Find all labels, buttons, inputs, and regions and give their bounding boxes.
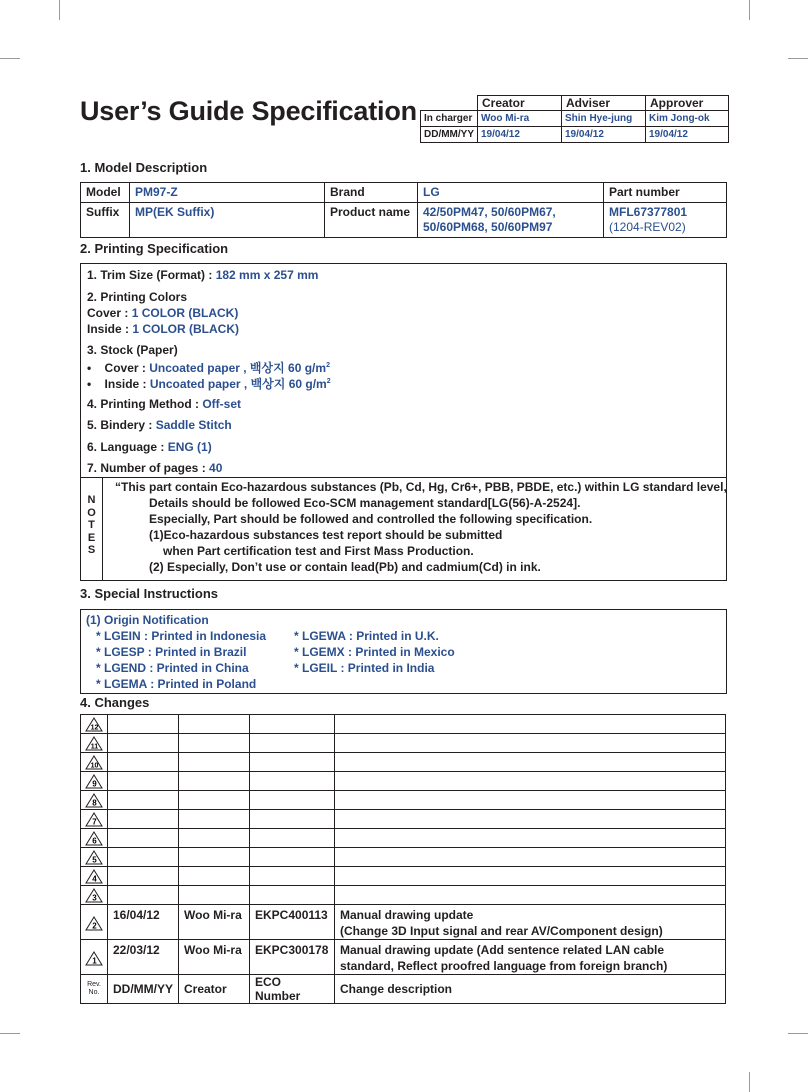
revision-triangle-icon xyxy=(85,717,103,732)
bindery-line xyxy=(87,418,232,432)
eco-cell xyxy=(250,791,335,810)
desc-cell xyxy=(335,810,726,829)
special-instructions-box xyxy=(80,609,727,694)
stock-cover-label: Cover : xyxy=(104,361,150,375)
desc-cell xyxy=(335,905,726,940)
desc-cell xyxy=(335,791,726,810)
model-value: PM97-Z xyxy=(130,183,325,203)
notes-letter: O xyxy=(87,506,96,519)
date-cell xyxy=(108,848,179,867)
trim-size-line xyxy=(87,268,318,282)
printing-colors-label: 2. Printing Colors xyxy=(87,290,188,304)
stock-label: 3. Stock (Paper) xyxy=(87,343,178,357)
trim-size-label: 1. Trim Size (Format) : xyxy=(87,268,216,282)
revision-triangle-icon xyxy=(85,850,103,865)
table-row xyxy=(81,886,726,905)
creator-cell xyxy=(179,829,250,848)
date-cell xyxy=(108,715,179,734)
rev-cell xyxy=(81,940,108,975)
desc-cell xyxy=(335,772,726,791)
product-line: 50/60PM68, 50/60PM97 xyxy=(423,220,553,234)
suffix-value: MP(EK Suffix) xyxy=(130,203,325,238)
table-header-row xyxy=(81,975,726,1004)
notes-letter: N xyxy=(87,494,96,506)
date-cell: 22/03/12 xyxy=(108,940,179,975)
revision-number: 3 xyxy=(92,893,97,902)
table-row xyxy=(81,772,726,791)
creator-header: Creator xyxy=(478,96,562,111)
eco-cell xyxy=(250,886,335,905)
eco-cell xyxy=(250,715,335,734)
date-cell xyxy=(108,810,179,829)
pages-value: 40 xyxy=(209,461,223,475)
creator-cell: Woo Mi-ra xyxy=(179,940,250,975)
eco-header: ECO Number xyxy=(250,975,335,1004)
approver-header: Approver xyxy=(646,96,729,111)
desc-line: standard, Reflect proofred language from foreign branch) xyxy=(340,959,668,973)
revision-triangle-icon xyxy=(85,831,103,846)
section-heading-printing: 2. Printing Specification xyxy=(80,241,229,256)
approval-table xyxy=(420,95,729,143)
crop-mark xyxy=(749,1072,750,1092)
suffix-label: Suffix xyxy=(81,203,130,238)
crop-mark xyxy=(749,0,750,20)
page-title: User’s Guide Specification xyxy=(80,96,417,126)
rev-cell xyxy=(81,848,108,867)
desc-line: Manual drawing update (Add sentence related LAN cable xyxy=(340,943,665,957)
revision-triangle-icon xyxy=(85,755,103,770)
table-row xyxy=(81,734,726,753)
revision-number: 1 xyxy=(92,956,97,965)
table-row xyxy=(81,829,726,848)
revision-number: 12 xyxy=(90,724,99,731)
inside-value: 1 COLOR (BLACK) xyxy=(132,322,240,336)
printing-method-line xyxy=(87,397,241,411)
table-row xyxy=(81,715,726,734)
revision-number: 9 xyxy=(92,779,97,788)
printing-spec-box xyxy=(80,263,727,581)
inside-label: Inside : xyxy=(87,322,133,336)
rev-cell xyxy=(81,791,108,810)
date-header: DD/MM/YY xyxy=(108,975,179,1004)
eco-cell: EKPC300178 xyxy=(250,940,335,975)
table-row xyxy=(81,810,726,829)
approver-name: Kim Jong-ok xyxy=(646,111,729,127)
crop-mark xyxy=(0,1033,20,1034)
bullet-icon: • xyxy=(87,377,92,391)
rev-cell xyxy=(81,810,108,829)
approver-date: 19/04/12 xyxy=(646,127,729,143)
pages-line xyxy=(87,461,222,475)
in-charger-label: In charger xyxy=(421,111,478,127)
divider xyxy=(81,477,726,478)
rev-cell xyxy=(81,886,108,905)
revision-number: 11 xyxy=(90,743,99,750)
creator-name: Woo Mi-ra xyxy=(478,111,562,127)
creator-cell: Woo Mi-ra xyxy=(179,905,250,940)
origin-item: * LGEMA : Printed in Poland xyxy=(96,677,257,691)
desc-cell xyxy=(335,753,726,772)
part-revision: (1204-REV02) xyxy=(609,220,686,234)
part-number: MFL67377801 xyxy=(609,205,688,219)
rev-cell xyxy=(81,829,108,848)
desc-cell xyxy=(335,886,726,905)
section-heading-special: 3. Special Instructions xyxy=(80,586,218,601)
changes-table xyxy=(80,714,726,1004)
product-line: 42/50PM47, 50/60PM67, xyxy=(423,205,556,219)
inside-color-line xyxy=(87,322,239,336)
rev-cell xyxy=(81,715,108,734)
date-cell xyxy=(108,734,179,753)
product-name-value xyxy=(418,203,604,238)
notes-label xyxy=(81,494,102,557)
revision-number: 4 xyxy=(92,874,97,883)
revision-triangle-icon xyxy=(85,916,103,931)
revision-triangle-icon xyxy=(85,793,103,808)
note-line: Details should be followed Eco-SCM management standard[LG(56)-A-2524]. xyxy=(149,496,581,510)
stock-cover-line xyxy=(87,359,330,376)
origin-title: (1) Origin Notification xyxy=(86,613,209,627)
eco-cell xyxy=(250,867,335,886)
language-value: ENG (1) xyxy=(167,440,212,454)
part-number-label: Part number xyxy=(604,183,727,203)
origin-item: * LGEND : Printed in China xyxy=(96,661,249,675)
bindery-label: 5. Bindery : xyxy=(87,418,156,432)
rev-cell xyxy=(81,905,108,940)
date-label: DD/MM/YY xyxy=(421,127,478,143)
date-cell xyxy=(108,772,179,791)
table-row xyxy=(81,905,726,940)
bullet-icon: • xyxy=(87,361,92,375)
eco-cell xyxy=(250,829,335,848)
table-row xyxy=(81,940,726,975)
notes-letter: E xyxy=(87,531,96,544)
revision-triangle-icon xyxy=(85,736,103,751)
section-heading-model: 1. Model Description xyxy=(80,160,208,175)
revision-number: 6 xyxy=(92,836,97,845)
desc-line: (Change 3D Input signal and rear AV/Component design) xyxy=(340,924,663,938)
desc-header: Change description xyxy=(335,975,726,1004)
desc-cell xyxy=(335,867,726,886)
date-cell xyxy=(108,886,179,905)
superscript: 2 xyxy=(326,362,330,369)
method-label: 4. Printing Method : xyxy=(87,397,203,411)
revision-number: 10 xyxy=(90,762,99,769)
table-row xyxy=(81,848,726,867)
rev-cell xyxy=(81,753,108,772)
notes-letter: S xyxy=(87,544,96,556)
creator-header: Creator xyxy=(179,975,250,1004)
revision-number: 2 xyxy=(92,921,97,930)
crop-mark xyxy=(0,58,20,59)
model-table xyxy=(80,182,727,238)
eco-cell xyxy=(250,810,335,829)
rev-cell xyxy=(81,772,108,791)
notes-letter: T xyxy=(88,519,95,531)
crop-mark xyxy=(788,58,808,59)
crop-mark xyxy=(788,1033,808,1034)
revision-number: 5 xyxy=(92,855,97,864)
origin-item: * LGEWA : Printed in U.K. xyxy=(294,629,439,643)
revision-number: 8 xyxy=(92,798,97,807)
adviser-date: 19/04/12 xyxy=(562,127,646,143)
eco-cell xyxy=(250,848,335,867)
creator-cell xyxy=(179,791,250,810)
adviser-header: Adviser xyxy=(562,96,646,111)
brand-label: Brand xyxy=(325,183,418,203)
creator-cell xyxy=(179,848,250,867)
note-line: (2) Especially, Don’t use or contain lead(Pb) and cadmium(Cd) in ink. xyxy=(149,560,541,574)
date-cell xyxy=(108,791,179,810)
desc-cell xyxy=(335,940,726,975)
bindery-value: Saddle Stitch xyxy=(155,418,232,432)
revision-triangle-icon xyxy=(85,869,103,884)
date-cell: 16/04/12 xyxy=(108,905,179,940)
model-label: Model xyxy=(81,183,130,203)
revision-triangle-icon xyxy=(85,774,103,789)
eco-cell xyxy=(250,772,335,791)
stock-inside-value: Uncoated paper , 백상지 60 g/m xyxy=(149,377,327,391)
origin-item: * LGEIL : Printed in India xyxy=(294,661,435,675)
creator-cell xyxy=(179,867,250,886)
desc-line: Manual drawing update xyxy=(340,908,474,922)
note-line: (1)Eco-hazardous substances test report should be submitted xyxy=(149,528,503,542)
desc-cell xyxy=(335,848,726,867)
creator-cell xyxy=(179,886,250,905)
stock-inside-line xyxy=(87,375,331,392)
language-label: 6. Language : xyxy=(87,440,168,454)
method-value: Off-set xyxy=(202,397,241,411)
creator-cell xyxy=(179,772,250,791)
crop-mark xyxy=(59,0,60,20)
origin-item: * LGEIN : Printed in Indonesia xyxy=(96,629,267,643)
rev-no-label xyxy=(81,975,108,1004)
stock-cover-value: Uncoated paper , 백상지 60 g/m xyxy=(149,361,327,375)
table-row xyxy=(81,867,726,886)
note-line: Especially, Part should be followed and controlled the following specification. xyxy=(149,512,593,526)
desc-cell xyxy=(335,715,726,734)
table-row xyxy=(81,791,726,810)
rev-label: Rev. xyxy=(87,981,101,988)
desc-cell xyxy=(335,734,726,753)
divider xyxy=(102,477,103,580)
adviser-name: Shin Hye-jung xyxy=(562,111,646,127)
section-heading-changes: 4. Changes xyxy=(80,695,150,710)
date-cell xyxy=(108,867,179,886)
creator-cell xyxy=(179,810,250,829)
rev-cell xyxy=(81,867,108,886)
stock-inside-label: Inside : xyxy=(104,377,150,391)
eco-cell: EKPC400113 xyxy=(250,905,335,940)
creator-cell xyxy=(179,753,250,772)
revision-number: 7 xyxy=(92,817,97,826)
note-line: when Part certification test and First Mass Production. xyxy=(163,544,474,558)
brand-value: LG xyxy=(418,183,604,203)
date-cell xyxy=(108,829,179,848)
origin-item: * LGEMX : Printed in Mexico xyxy=(294,645,455,659)
product-name-label: Product name xyxy=(325,203,418,238)
cover-color-line xyxy=(87,306,238,320)
revision-triangle-icon xyxy=(85,888,103,903)
cover-value: 1 COLOR (BLACK) xyxy=(131,306,239,320)
revision-triangle-icon xyxy=(85,951,103,966)
pages-label: 7. Number of pages : xyxy=(87,461,210,475)
desc-cell xyxy=(335,829,726,848)
creator-date: 19/04/12 xyxy=(478,127,562,143)
trim-size-value: 182 mm x 257 mm xyxy=(215,268,319,282)
revision-triangle-icon xyxy=(85,812,103,827)
rev-cell xyxy=(81,734,108,753)
table-row xyxy=(81,753,726,772)
part-number-value xyxy=(604,203,727,238)
language-line xyxy=(87,440,212,454)
eco-cell xyxy=(250,753,335,772)
origin-item: * LGESP : Printed in Brazil xyxy=(96,645,247,659)
date-cell xyxy=(108,753,179,772)
eco-cell xyxy=(250,734,335,753)
creator-cell xyxy=(179,715,250,734)
no-label: No. xyxy=(88,989,100,996)
superscript: 2 xyxy=(326,378,331,385)
cover-label: Cover : xyxy=(87,306,132,320)
note-line: “This part contain Eco-hazardous substances (Pb, Cd, Hg, Cr6+, PBB, PBDE, etc.) within LG standard level, xyxy=(115,480,727,494)
creator-cell xyxy=(179,734,250,753)
